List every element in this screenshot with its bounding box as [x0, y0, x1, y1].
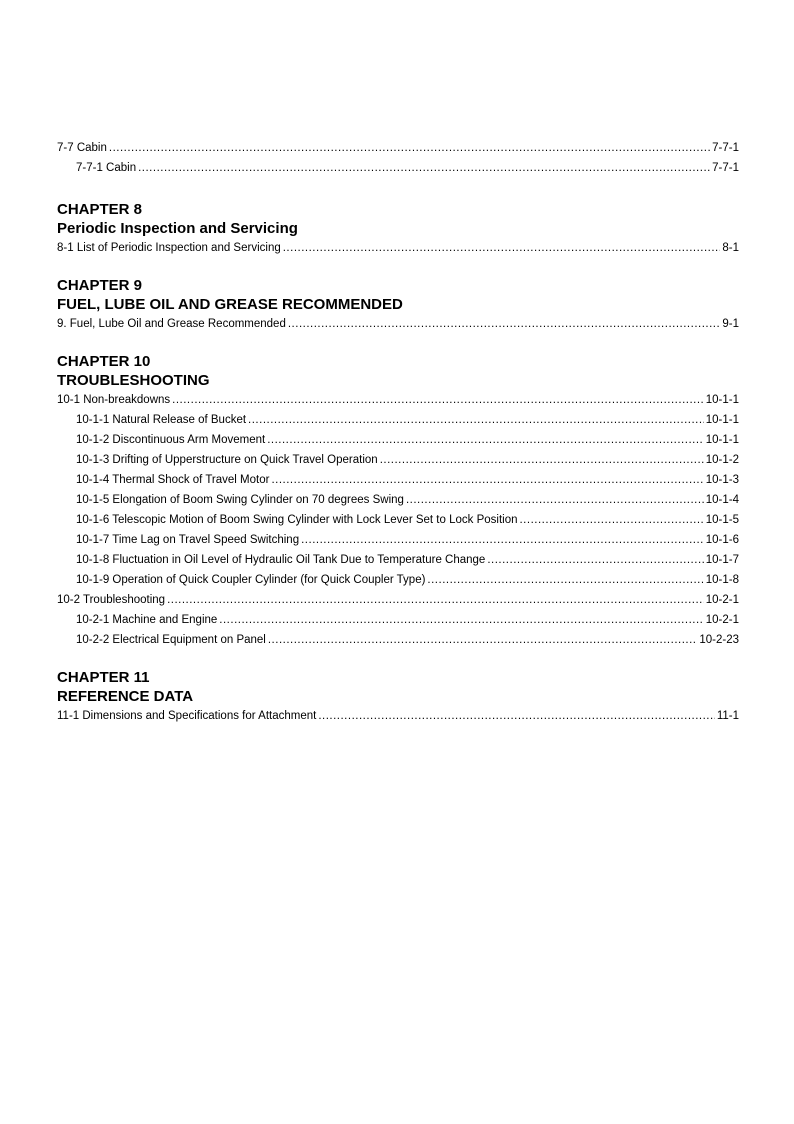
toc-entry-page: 10-1-2 [705, 454, 739, 466]
toc-section-top [57, 138, 739, 178]
toc-entry-page: 10-1-1 [705, 394, 739, 406]
chapter-label: CHAPTER 8 [57, 201, 143, 218]
toc-entry-page: 8-1 [722, 242, 739, 254]
toc-entry [57, 450, 739, 470]
toc-entry [57, 158, 739, 178]
toc-entry [57, 590, 739, 610]
toc-entry-title: 10-1-4 Thermal Shock of Travel Motor [76, 474, 270, 486]
toc-leader-dots [487, 550, 703, 570]
toc-leader-dots [288, 314, 721, 334]
toc-entry-page: 9-1 [722, 318, 739, 330]
chapter-title: Periodic Inspection and Servicing [57, 220, 298, 237]
toc-leader-dots [301, 530, 704, 550]
toc-leader-dots [271, 470, 703, 490]
toc-entry-page: 10-1-3 [705, 474, 739, 486]
toc-entry-title: 10-1-3 Drifting of Upperstructure on Quick Travel Operation [76, 454, 378, 466]
toc-entry-page: 10-1-1 [705, 414, 739, 426]
toc-entry-page: 10-1-1 [705, 434, 739, 446]
toc-leader-dots [406, 490, 704, 510]
toc-entry-page: 10-1-4 [705, 494, 739, 506]
toc-entry-page: 10-1-5 [705, 514, 739, 526]
toc-entry-title: 7-7 Cabin [57, 142, 107, 154]
toc-leader-dots [268, 630, 698, 650]
toc-entry [57, 138, 739, 158]
toc-entry-title: 10-2 Troubleshooting [57, 594, 166, 606]
toc-entry [57, 550, 739, 570]
toc-entry-page: 10-2-1 [705, 594, 739, 606]
toc-entry [57, 430, 739, 450]
toc-entry-title: 11-1 Dimensions and Specifications for Attachment [57, 710, 317, 722]
toc-entry-title: 10-1 Non-breakdowns [57, 394, 171, 406]
toc-entry [57, 470, 739, 490]
chapter-title: FUEL, LUBE OIL AND GREASE RECOMMENDED [57, 296, 403, 313]
toc-entry-title: 10-1-9 Operation of Quick Coupler Cylinder (for Quick Coupler Type) [76, 574, 426, 586]
toc-entry [57, 570, 739, 590]
chapter-label: CHAPTER 10 [57, 353, 151, 370]
toc-entry-page: 10-1-8 [705, 574, 739, 586]
chapter-title: REFERENCE DATA [57, 688, 194, 705]
toc-entry [57, 490, 739, 510]
toc-entry-title: 10-1-8 Fluctuation in Oil Level of Hydraulic Oil Tank Due to Temperature Change [76, 554, 486, 566]
chapter-label: CHAPTER 11 [57, 669, 150, 686]
chapter-title: TROUBLESHOOTING [57, 372, 210, 389]
toc-entry-page: 10-2-23 [699, 634, 739, 646]
toc-leader-dots [138, 158, 710, 178]
toc-entry-page: 10-1-6 [705, 534, 739, 546]
toc-leader-dots [318, 706, 715, 726]
toc-leader-dots [380, 450, 704, 470]
toc-entry-title: 10-1-7 Time Lag on Travel Speed Switching [76, 534, 300, 546]
toc-entry [57, 530, 739, 550]
toc-leader-dots [519, 510, 703, 530]
toc-leader-dots [427, 570, 703, 590]
toc-entry-title: 10-1-2 Discontinuous Arm Movement [76, 434, 266, 446]
toc-entry [57, 630, 739, 650]
toc-entry-page: 10-1-7 [705, 554, 739, 566]
toc-leader-dots [219, 610, 703, 630]
chapter-10 [57, 352, 739, 650]
toc-leader-dots [109, 138, 710, 158]
toc-leader-dots [283, 238, 721, 258]
chapter-11 [57, 668, 739, 726]
toc-entry-title: 10-1-1 Natural Release of Bucket [76, 414, 247, 426]
toc-entry-title: 8-1 List of Periodic Inspection and Servicing [57, 242, 281, 254]
toc-leader-dots [248, 410, 704, 430]
toc-entry-page: 7-7-1 [712, 142, 739, 154]
toc-entry [57, 390, 739, 410]
toc-leader-dots [267, 430, 704, 450]
toc-entry [57, 610, 739, 630]
toc-entry-page: 10-2-1 [705, 614, 739, 626]
toc-entry [57, 314, 739, 334]
toc-entry-title: 9. Fuel, Lube Oil and Grease Recommended [57, 318, 286, 330]
toc-entry [57, 510, 739, 530]
toc-entry-title: 10-1-5 Elongation of Boom Swing Cylinder on 70 degrees Swing [76, 494, 404, 506]
toc-entry [57, 238, 739, 258]
chapter-label: CHAPTER 9 [57, 277, 143, 294]
toc-entry-title: 10-2-1 Machine and Engine [76, 614, 218, 626]
toc-entry [57, 706, 739, 726]
toc-entry [57, 410, 739, 430]
toc-leader-dots [172, 390, 704, 410]
toc-page [57, 0, 739, 1124]
toc-leader-dots [167, 590, 704, 610]
chapter-9 [57, 276, 739, 334]
toc-entry-title: 10-1-6 Telescopic Motion of Boom Swing Cylinder with Lock Lever Set to Lock Position [76, 514, 518, 526]
chapter-8 [57, 200, 739, 258]
toc-entry-page: 11-1 [716, 710, 739, 722]
toc-entry-page: 7-7-1 [712, 162, 739, 174]
toc-entry-title: 10-2-2 Electrical Equipment on Panel [76, 634, 266, 646]
toc-entry-title: 7-7-1 Cabin [76, 162, 137, 174]
